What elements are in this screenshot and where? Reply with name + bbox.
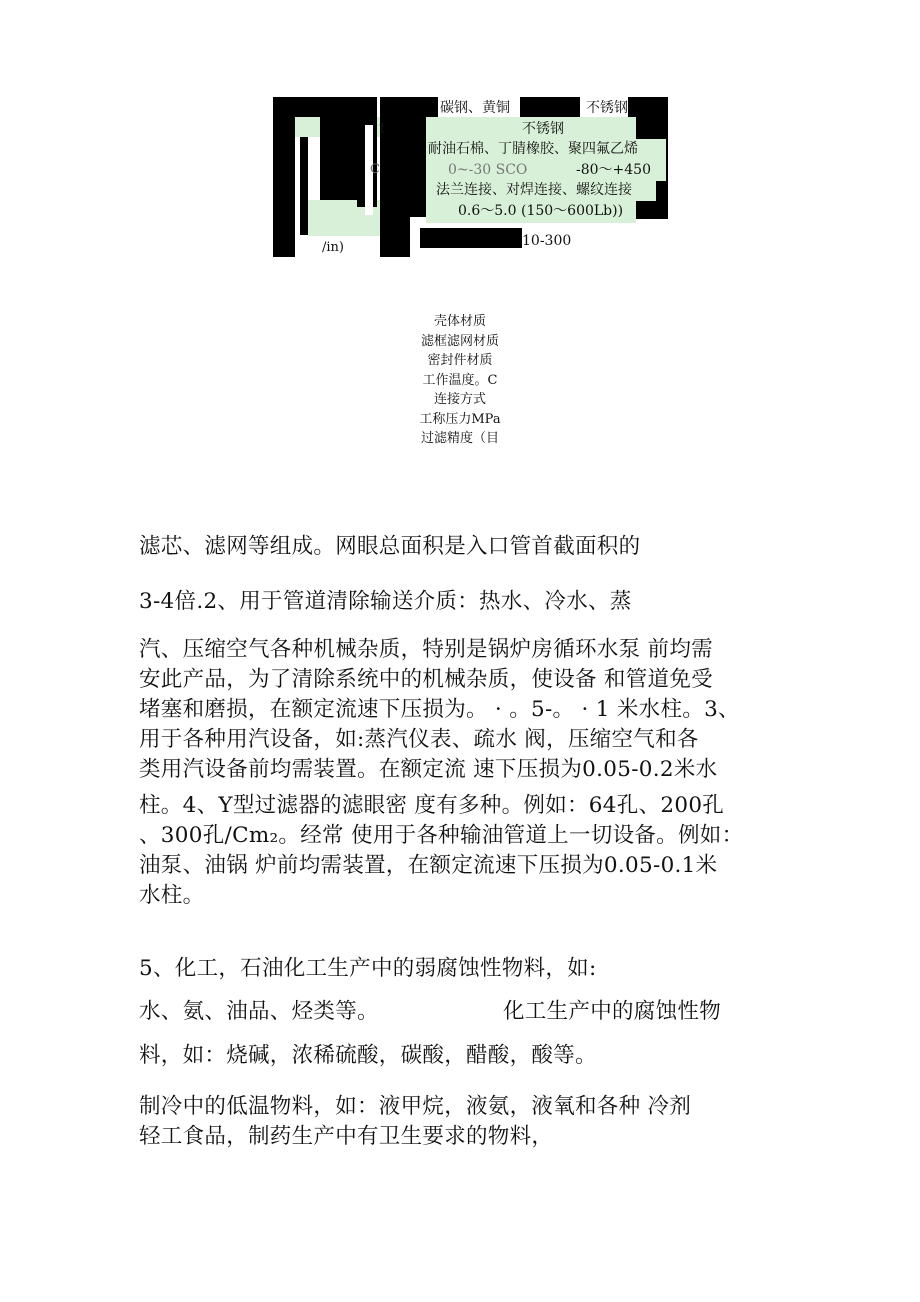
- paragraph: 3-4倍.2、用于管道清除输送介质：热水、冷水、蒸: [139, 589, 632, 614]
- table-cell: 不锈钢: [522, 121, 564, 137]
- table-cell: 耐油石棉、丁腈橡胶、聚四氟乙烯: [428, 141, 638, 157]
- table-cell: 10-300: [522, 233, 572, 249]
- table-cell: 碳钢、黄铜: [440, 100, 510, 116]
- label-pressure: 工称压力MPa: [419, 411, 501, 427]
- paragraph: [139, 997, 799, 1027]
- table-block: [300, 135, 308, 235]
- table-block: [420, 228, 522, 248]
- paragraph-line: 类用汽设备前均需装置。在额定流 速下压损为0.05-0.2米水: [139, 757, 718, 782]
- paragraph-left: 水、氨、油品、烃类等。: [139, 999, 379, 1024]
- table-cell: 0~-30 SCO: [448, 162, 528, 178]
- paragraph: 料，如：烧碱，浓稀硫酸，碳酸，醋酸，酸等。: [139, 1043, 597, 1068]
- paragraph-block: [139, 1092, 799, 1152]
- table-cell: 0.6～5.0 (150～600Lb)): [458, 203, 624, 219]
- paragraph-line: 、300孔/Cm₂。经常 使用于各种输油管道上一切设备。例如：: [139, 823, 744, 848]
- label-screen-material: 滤框滤网材质: [420, 333, 499, 349]
- paragraph-line: 水柱。: [139, 883, 205, 908]
- table-cell: 不锈钢: [586, 100, 628, 116]
- paragraph-line: 安此产品，为了清除系统中的机械杂质，使设备 和管道免受: [139, 667, 713, 692]
- table-cell: 法兰连接、对焊连接、螺纹连接: [436, 182, 632, 198]
- label-work-temperature: 工作温度。C: [422, 372, 498, 388]
- stub-text: 1: [378, 122, 387, 137]
- paragraph-line: 堵塞和磨损，在额定流速下压损为。 · 。5-。 · 1 米水柱。3、: [139, 697, 740, 722]
- spec-label-column: [360, 312, 560, 449]
- paragraph-line: 油泵、油锅 炉前均需装置，在额定流速下压损为0.05-0.1米: [139, 853, 718, 878]
- paragraph-block: [139, 635, 799, 911]
- stub-text: /in): [322, 240, 344, 255]
- label-seal-material: 密封件材质: [427, 353, 493, 368]
- stub-text: C: [370, 162, 380, 177]
- paragraph-line: 柱。4、Y型过滤器的滤眼密 度有多种。例如：64孔、200孔: [139, 793, 725, 818]
- table-cell: -80～+450: [576, 162, 651, 178]
- paragraph-right: 化工生产中的腐蚀性物: [503, 999, 722, 1024]
- paragraph: 5、化工，石油化工生产中的弱腐蚀性物料，如:: [139, 956, 597, 981]
- spec-table-graphic: [0, 0, 920, 270]
- table-block: [308, 97, 320, 117]
- paragraph-line: 汽、压缩空气各种机械杂质，特别是锅炉房循环水泵 前均需: [139, 637, 713, 662]
- label-connection: 连接方式: [433, 392, 486, 407]
- paragraph-line: 轻工食品，制药生产中有卫生要求的物料，: [139, 1124, 554, 1149]
- table-block: [273, 97, 295, 257]
- paragraph-line: 制冷中的低温物料，如：液甲烷，液氨，液氧和各种 冷剂: [139, 1094, 692, 1119]
- table-block: [295, 97, 308, 117]
- label-shell-material: 壳体材质: [433, 314, 486, 329]
- paragraph-line: 用于各种用汽设备，如:蒸汽仪表、疏水 阀，压缩空气和各: [139, 727, 699, 752]
- label-precision: 过滤精度（目: [420, 431, 499, 446]
- paragraph: 滤芯、滤网等组成。网眼总面积是入口管首截面积的: [139, 534, 641, 559]
